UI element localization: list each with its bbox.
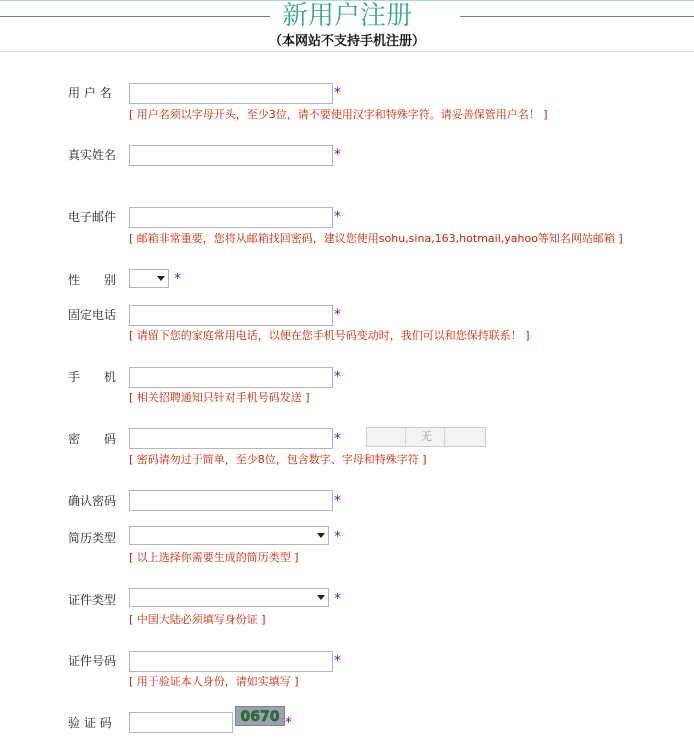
password-input[interactable] <box>129 428 333 449</box>
username-label: 用 户 名 <box>68 86 112 100</box>
resume-type-label: 简历类型 <box>68 531 117 545</box>
password-required-star: * <box>334 431 341 447</box>
id-type-required-star: * <box>334 591 341 607</box>
id-type-hint: [ 中国大陆必须填写身份证 ] <box>129 613 266 626</box>
password-strength-meter <box>366 427 486 447</box>
username-input[interactable] <box>129 83 333 104</box>
captcha-label: 验 证 码 <box>68 716 112 730</box>
realname-input[interactable] <box>129 145 333 166</box>
captcha-code-text: 0670 <box>240 709 280 725</box>
captcha-required-star: * <box>285 715 292 731</box>
email-label: 电子邮件 <box>68 210 117 224</box>
captcha-image[interactable] <box>235 706 285 726</box>
resume-type-select[interactable] <box>129 526 329 545</box>
captcha-graphic <box>236 707 284 725</box>
chevron-down-icon <box>317 533 325 538</box>
chevron-down-icon <box>317 595 325 600</box>
header-separator <box>0 51 694 52</box>
gender-required-star: * <box>174 271 181 287</box>
resume-type-hint: [ 以上选择你需要生成的简历类型 ] <box>129 551 299 564</box>
phone-label: 固定电话 <box>68 308 117 322</box>
page-subtitle: （本网站不支持手机注册） <box>268 34 425 49</box>
username-required-star: * <box>334 85 341 101</box>
realname-label: 真实姓名 <box>68 148 117 162</box>
mobile-label: 手 机 <box>68 370 117 384</box>
resume-type-required-star: * <box>334 529 341 545</box>
gender-select[interactable] <box>129 269 169 288</box>
mobile-hint: [ 相关招聘通知只针对手机号码发送 ] <box>129 391 310 404</box>
id-number-label: 证件号码 <box>68 654 117 668</box>
id-type-select[interactable] <box>129 588 329 607</box>
password-hint: [ 密码请勿过于简单，至少8位，包含数字、字母和特殊字符 ] <box>129 453 427 466</box>
gender-label: 性 别 <box>68 273 117 287</box>
email-input[interactable] <box>129 207 333 228</box>
confirm-password-input[interactable] <box>129 490 333 511</box>
strength-segment-weak <box>367 428 406 446</box>
strength-text: 无 <box>421 430 432 443</box>
email-hint: [ 邮箱非常重要，您将从邮箱找回密码，建议您使用sohu,sina,163,hotmail,yahoo等知名网站邮箱 ] <box>129 232 623 245</box>
password-label: 密 码 <box>68 432 117 446</box>
phone-hint: [ 请留下您的家庭常用电话，以便在您手机号码变动时，我们可以和您保持联系！ ] <box>129 329 530 342</box>
realname-required-star: * <box>334 147 341 163</box>
mobile-input[interactable] <box>129 367 333 388</box>
email-required-star: * <box>334 209 341 225</box>
confirm-required-star: * <box>334 493 341 509</box>
phone-required-star: * <box>334 307 341 323</box>
captcha-input[interactable] <box>129 712 233 733</box>
username-hint: [ 用户名须以字母开头，至少3位，请不要使用汉字和特殊字符。请妥善保管用户名！ ] <box>129 108 548 121</box>
page-title: 新用户注册 <box>281 1 412 31</box>
mobile-required-star: * <box>334 369 341 385</box>
confirm-label: 确认密码 <box>68 494 117 508</box>
phone-input[interactable] <box>129 305 333 326</box>
chevron-down-icon <box>157 276 165 281</box>
id-number-required-star: * <box>334 653 341 669</box>
id-number-input[interactable] <box>129 651 333 672</box>
id-type-label: 证件类型 <box>68 593 117 607</box>
id-number-hint: [ 用于验证本人身份，请如实填写 ] <box>129 675 299 688</box>
